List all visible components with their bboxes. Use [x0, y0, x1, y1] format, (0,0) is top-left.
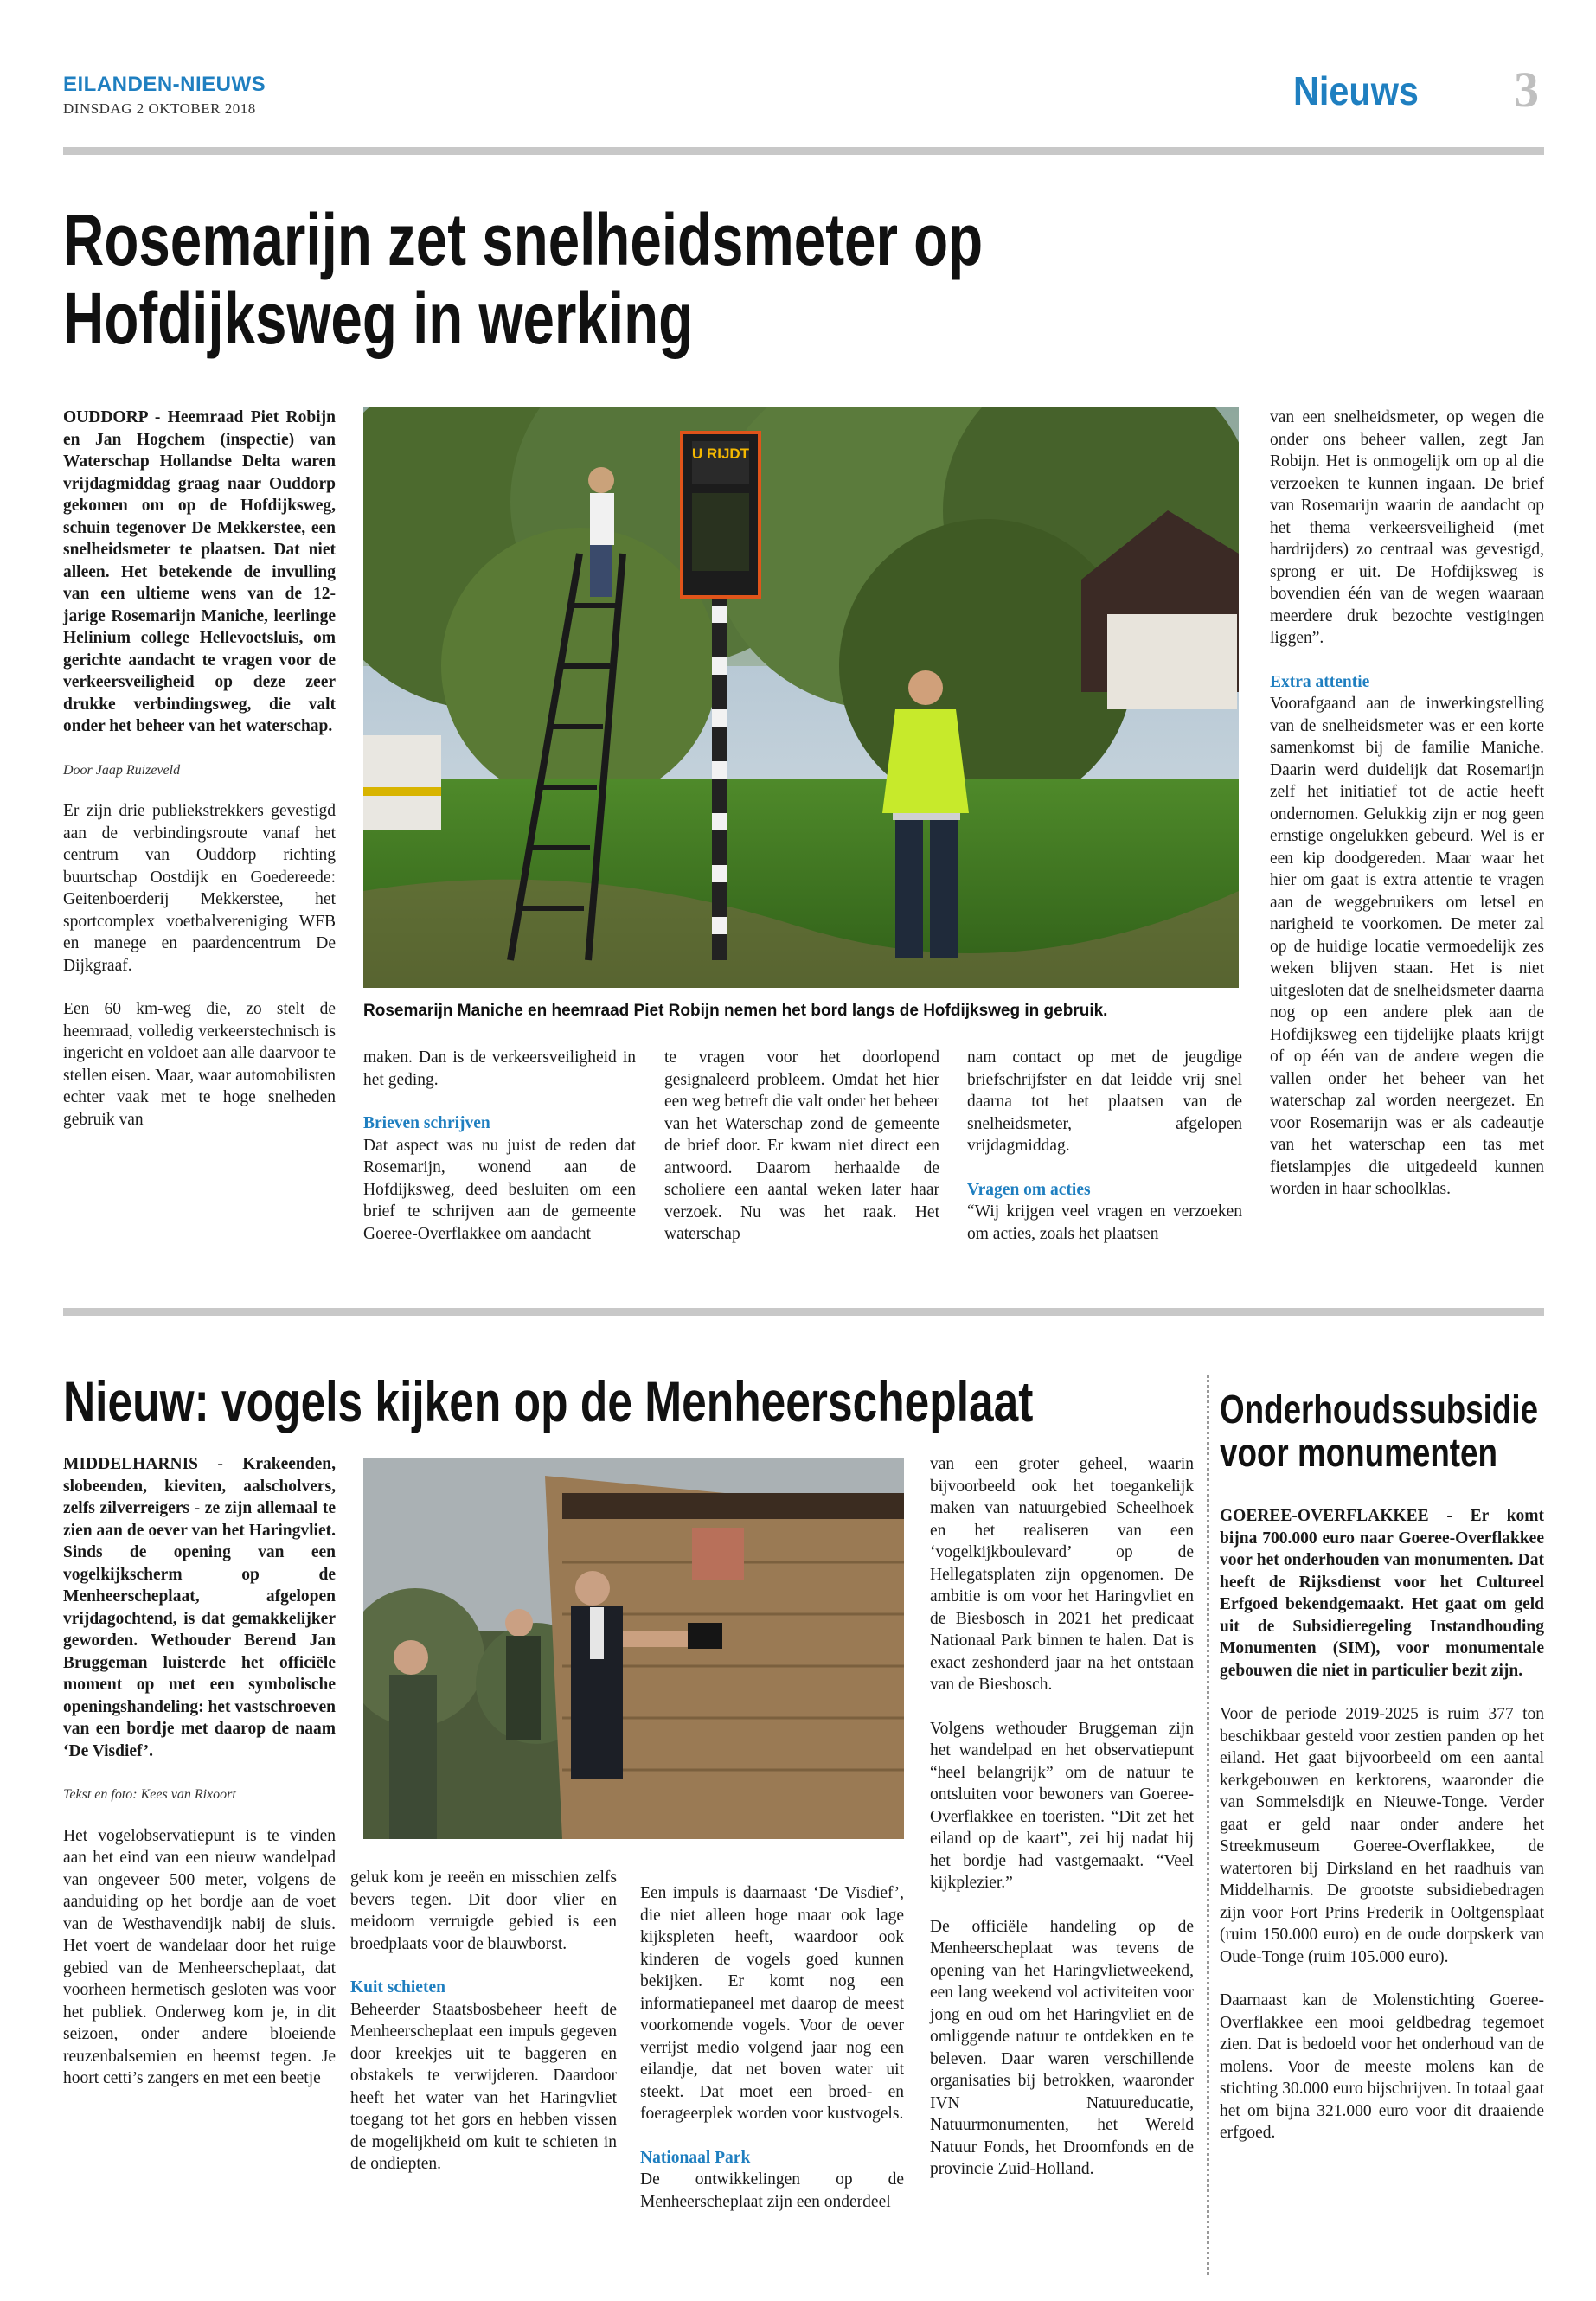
article1-column-1 — [63, 407, 336, 1152]
article1-paragraph: te vragen voor het doorlopend gesignaleerd probleem. Omdat het hier een weg betreft die valt onder het beheer van het Waterschap zond de gemeente de brief door. Er kwam niet direct een antwoord. Daarom herhaalde de scholiere een aantal weken later haar verzoek. Nu was het raak. Het waterschap — [664, 1048, 939, 1243]
article1-byline: Door Jaap Ruizeveld — [63, 762, 181, 778]
article3-paragraph: Voor de periode 2019-2025 is ruim 377 ton beschikbaar gesteld voor zestien panden op het eiland. Het gaat bijvoorbeeld om een aantal kerkgebouwen en kerktorens, waaronder die van Sommelsdijk en Nieuwe-Tonge. Verder gaat er geld naar onder andere het Streekmuseum Goeree-Overflakkee, de watertoren bij Dirksland en het raadhuis van Middelharnis. De grootste subsidiebedragen zijn voor Fort Prins Frederik in Ooltgensplaat (ruim 150.000 euro) en de oude dorpskerk van Oude-Tonge (ruim 105.000 euro). — [1220, 1705, 1544, 1966]
article2-headline: Nieuw: vogels kijken op de Menheerscheplaat — [63, 1369, 1034, 1433]
issue-date: DINSDAG 2 OKTOBER 2018 — [63, 100, 256, 117]
article2-paragraph: Volgens wethouder Bruggeman zijn het wandelpad en het observatiepunt “heel belangrijk” om de natuur te ontsluiten voor bewoners van Goeree-Overflakkee en toeristen. “Dit zet het eiland op de kaart”, zei hij nadat hij het bordje had vastgemaakt. “Veel kijkplezier.” — [930, 1719, 1194, 1892]
article1-paragraph: maken. Dan is de verkeersveiligheid in het geding. — [363, 1048, 636, 1089]
article2-paragraph: Het vogelobservatiepunt is te vinden aan het eind van een nieuw wandelpad van ongeveer 500 meter, volgens de aanduiding op het bordje aan de voet van de Westhavendijk nabij de sluis. Het voert de wandelaar door het ruige gebied van de Menheerscheplaat, dat voorheen hermetisch gesloten was voor het publiek. Onderweg kom je, in dit seizoen, onder andere bloeiende reuzenbalsemien en heemst tegen. Je hoort cetti’s zangers en met een beetje — [63, 1826, 336, 2087]
sign-text: U RIJDT — [691, 445, 750, 462]
speed-sign-photo — [363, 407, 1239, 988]
article1-headline: Rosemarijn zet snelheidsmeter op Hofdijksweg in werking — [63, 199, 984, 359]
article2-subheading: Nationaal Park — [640, 2148, 751, 2167]
article1-lead: OUDDORP - Heemraad Piet Robijn en Jan Hogchem (inspectie) van Waterschap Hollandse Delta waren vrijdagmiddag graag naar Ouddorp gekomen om op de Hofdijksweg, schuin tegenover De Mekkerstee, een snelheidsmeter te plaatsen. Dat niet alleen. Het betekende de invulling van een ultieme wens van de 12-jarige Rosemarijn Maniche, leerlinge Helinium college Hellevoetsluis, om gerichte aandacht te vragen voor de verkeersveiligheid op deze zeer drukke verbindingsweg, die valt onder het beheer van het waterschap. — [63, 408, 336, 735]
article1-paragraph: “Wij krijgen veel vragen en verzoeken om acties, zoals het plaatsen — [967, 1202, 1242, 1243]
article2-paragraph: Beheerder Staatsbosbeheer heeft de Menheerscheplaat een impuls gegeven door kreekjes uit te baggeren en obstakels te verwijderen. Daardoor heeft het water van het Haringvliet toegang tot het gors en hebben vissen de mogelijkheid om kuit te schieten in de ondiepten. — [350, 2000, 617, 2173]
article1-photo — [363, 407, 1239, 988]
article1-paragraph: Er zijn drie publiekstrekkers gevestigd aan de verbindingsroute vanaf het centrum van Ouddorp richting buurtschap Oostdijk en Goedereede: Geitenboerderij Mekkerstee, het sportcomplex voetbalvereniging WFB en manege en paardencentrum De Dijkgraaf. — [63, 802, 336, 975]
header-rule — [63, 147, 1544, 155]
article2-subheading: Kuit schieten — [350, 1978, 445, 1997]
article1-subheading: Brieven schrijven — [363, 1114, 490, 1132]
article2-photo — [363, 1458, 904, 1839]
article1-column-4 — [967, 1047, 1242, 1266]
article2-byline: Tekst en foto: Kees van Rixoort — [63, 1787, 236, 1802]
article1-paragraph: Voorafgaand aan de inwerkingstelling van de snelheidsmeter was er een korte samenkomst bij de familie Maniche. Daarin werd duidelijk dat Rosemarijn zelf het initiatief tot de actie heeft ondernomen. Gelukkig zijn er nog geen ernstige ongelukken gebeurd. Wel is er een kip doodgereden. Maar waar het hier om gaat is extra attentie te vragen aan de weggebruikers om letsel en narigheid te voorkomen. De meter zal op de huidige locatie vermoedelijk zes weken blijven staan. Het is niet uitgesloten dat de snelheidsmeter daarna nog op een andere plek aan de Hofdijksweg een tijdelijke plaats krijgt of op één van de andere wegen die vallen onder het beheer van het waterschap zal worden neergezet. En voor Rosemarijn was er als cadeautje van het waterschap een tas met fietslampjes die uitgedeeld kunnen worden in haar schoolklas. — [1270, 695, 1544, 1198]
article2-lead: MIDDELHARNIS - Krakeenden, slobeenden, kieviten, aalscholvers, zelfs zilverreigers - ze zijn allemaal te zien aan de oever van het Haringvliet. Sinds de opening van een vogelkijkscherm op de Menheerscheplaat, afgelopen vrijdagochtend, is dat gemakkelijker geworden. Wethouder Berend Jan Bruggeman luisterde het officiële moment op met een symbolische openingshandeling: het vastschroeven van een bordje met daarop de naam ‘De Visdief’. — [63, 1455, 336, 1760]
article2-paragraph: geluk kom je reeën en misschien zelfs bevers tegen. Dit door vlier en meidoorn verruigde gebied is een broedplaats voor de blauwborst. — [350, 1868, 617, 1953]
article2-paragraph: De ontwikkelingen op de Menheerscheplaat zijn een onderdeel — [640, 2170, 904, 2211]
article1-caption: Rosemarijn Maniche en heemraad Piet Robijn nemen het bord langs de Hofdijksweg in gebruik. — [363, 1002, 1108, 1020]
bird-hide-photo — [363, 1458, 904, 1839]
masthead-logo: EILANDEN-NIEUWS — [63, 73, 266, 96]
column-divider — [1207, 1375, 1209, 2275]
article1-subheading: Extra attentie — [1270, 672, 1370, 691]
article2-column-1 — [63, 1453, 336, 2112]
article1-column-5 — [1270, 407, 1544, 1222]
section-rule — [63, 1308, 1544, 1316]
article2-column-4 — [930, 1453, 1194, 2202]
article1-paragraph: nam contact op met de jeugdige briefschrijfster en dat leidde vrij snel daarna tot het plaatsen van de snelheidsmeter, afgelopen vrijdagmiddag. — [967, 1048, 1242, 1155]
article3-column — [1220, 1505, 1544, 2166]
section-title: Nieuws — [1293, 68, 1419, 113]
article1-paragraph: van een snelheidsmeter, op wegen die onder ons beheer vallen, zegt Jan Robijn. Het is onmogelijk om op al die verzoeken te kunnen ingaan. De brief van Rosemarijn waarin de aandacht op het thema verkeersveiligheid (met hardrijders) zo centraal was gevestigd, sprong er uit. De Hofdijksweg is bovendien één van de wegen waaraan meerdere druk bezochte vestigingen liggen”. — [1270, 408, 1544, 647]
article1-column-2 — [363, 1047, 636, 1266]
article3-paragraph: Daarnaast kan de Molenstichting Goeree-Overflakkee een mooi geldbedrag tegemoet zien. Dat is bedoeld voor het onderhoud van de molens. Voor de meeste molens kan de stichting 30.000 euro bijschrijven. In totaal gaat het om bijna 321.000 euro voor dit draaiende erfgoed. — [1220, 1991, 1544, 2142]
article1-subheading: Vragen om acties — [967, 1180, 1091, 1199]
article1-paragraph: Een 60 km-weg die, zo stelt de heemraad, volledig verkeerstechnisch is ingericht en voldoet aan alle daarvoor te stellen eisen. Maar, waar automobilisten echter vaak met te hoge snelheden gebruik van — [63, 1000, 336, 1129]
article2-paragraph: De officiële handeling op de Menheerscheplaat was tevens de opening van het Haringvlietweekend, een lang weekend vol activiteiten voor jong en oud om het Haringvliet en de omliggende natuur te ontdekken en te beleven. Daar waren verschillende organisaties bij betrokken, waaronder IVN Natuureducatie, Natuurmonumenten, het Wereld Natuur Fonds, het Droomfonds en de provincie Zuid-Holland. — [930, 1917, 1194, 2178]
article1-column-3 — [664, 1047, 939, 1267]
article3-lead: GOEREE-OVERFLAKKEE - Er komt bijna 700.000 euro naar Goeree-Overflakkee voor het onderhouden van monumenten. Dat heeft de Rijksdienst voor het Cultureel Erfgoed bekendgemaakt. Het gaat om geld uit de Subsidieregeling Instandhouding Monumenten (SIM), voor monumentale gebouwen die niet in particulier bezit zijn. — [1220, 1507, 1544, 1680]
article1-paragraph: Dat aspect was nu juist de reden dat Rosemarijn, wonend aan de Hofdijksweg, deed besluiten om een brief te schrijven aan de gemeente Goeree-Overflakkee om aandacht — [363, 1136, 636, 1243]
article2-paragraph: van een groter geheel, waarin bijvoorbeeld ook het toegankelijk maken van natuurgebied Scheelhoek en het realiseren van een ‘vogelkijkboulevard’ op de Hellegatsplaten zijn opgenomen. De ambitie is om voor het Haringvliet en de Biesbosch in 2021 het predicaat Nationaal Park binnen te halen. Dat is exact zeshonderd jaar na het ontstaan van de Biesbosch. — [930, 1455, 1194, 1694]
article2-paragraph: Een impuls is daarnaast ‘De Visdief’, die niet alleen hoge maar ook lage kijkspleten heeft, waardoor ook kinderen de vogels goed kunnen bekijken. Er komt nog een informatiepaneel met daarop de meest voorkomende vogels. Voor de oever verrijst medio volgend jaar nog een eilandje, dat net boven water uit steekt. Dat moet een broed- en foerageerplek worden voor kustvogels. — [640, 1884, 904, 2123]
page-number: 3 — [1514, 61, 1539, 118]
article2-column-2 — [350, 1867, 617, 2197]
article3-headline: Onderhoudssubsidie voor monumenten — [1220, 1387, 1539, 1475]
article2-column-3 — [640, 1882, 904, 2234]
